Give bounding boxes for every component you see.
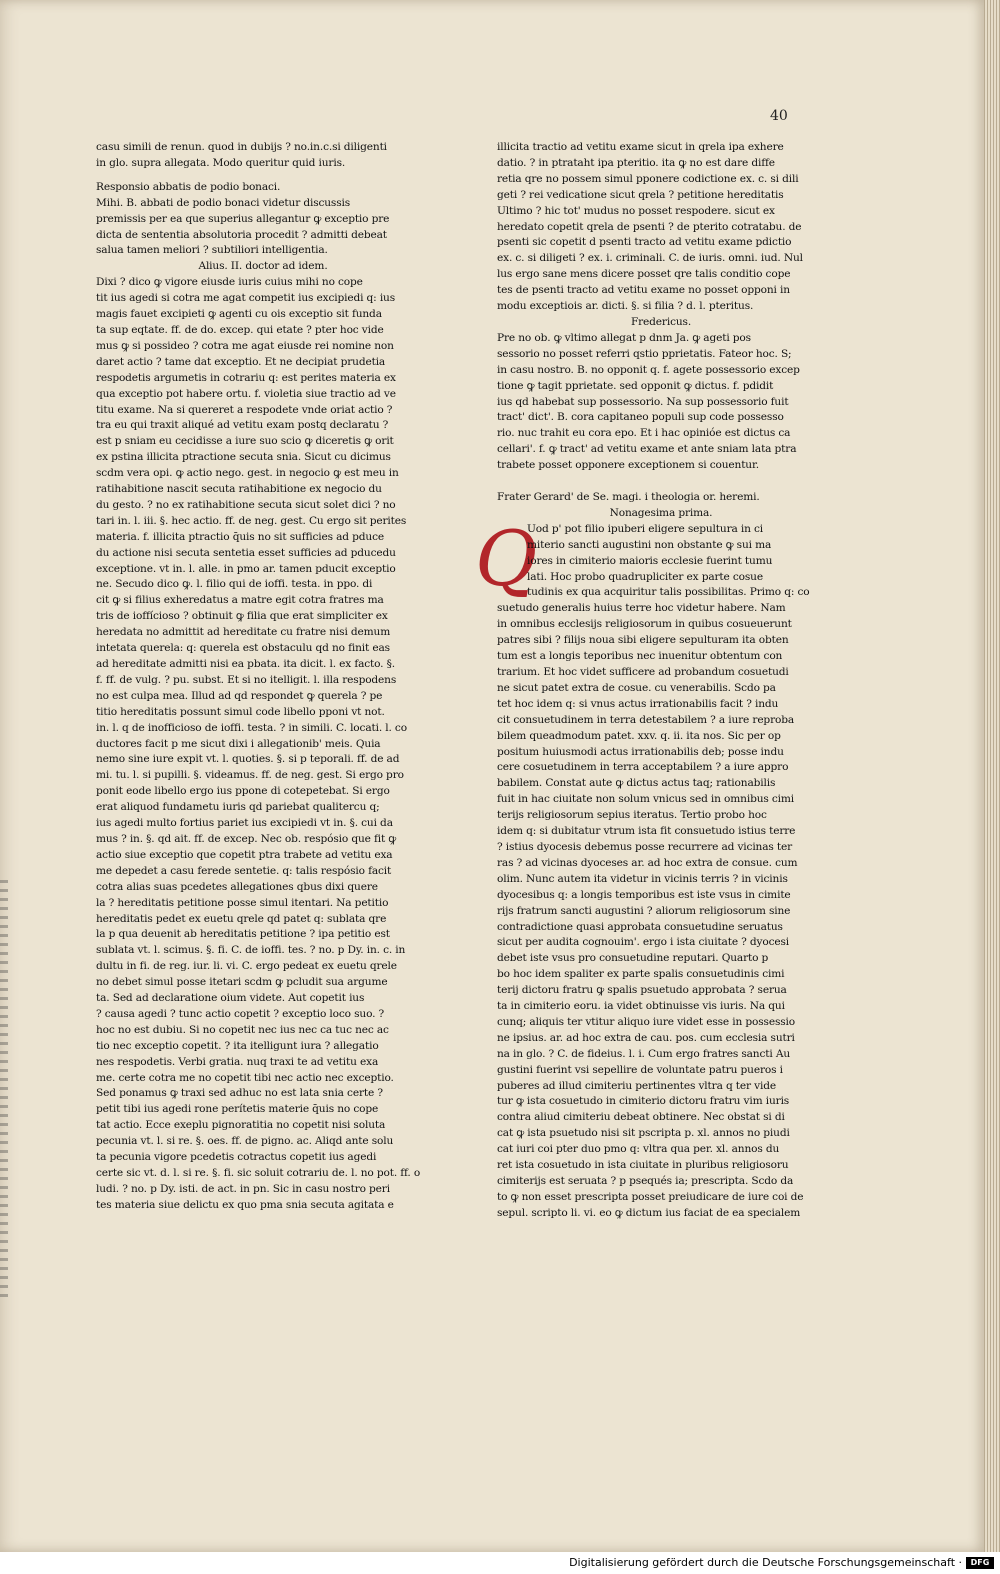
text-line: hereditatis pedet ex euetu qrele qd patet q: sublata qre: [96, 912, 387, 925]
text-line: Fredericus.: [630, 315, 692, 328]
text-line: babilem. Constat aute ꝙ dictus actus taq; rationabilis: [497, 777, 776, 790]
text-line: tet hoc idem q: si vnus actus irrationabilis facit ? indu: [497, 697, 779, 710]
text-line: Uod p' pot filio ipuberi eligere sepultura in ci: [527, 522, 764, 535]
text-line: heredato copetit qrela de psenti ? de pterito cotratabu. de: [497, 220, 802, 233]
text-line: no est culpa mea. Illud ad qd respondet ꝙ querela ? pe: [96, 689, 383, 702]
text-line: tat actio. Ecce exeplu pignoratitia no copetit nisi soluta: [96, 1119, 386, 1132]
text-line: gustini fuerint vsi sepellire de voluntate patru pueros i: [497, 1063, 783, 1076]
right-column-top-text: [497, 140, 825, 474]
text-line: geti ? rei vedicatione sicut qrela ? petitione hereditatis: [497, 188, 784, 201]
text-line: ta pecunia vigore pcedetis cotractus copetit ius agedi: [96, 1151, 377, 1164]
text-line: sicut per audita cognouim'. ergo i ista ciuitate ? dyocesi: [497, 936, 790, 949]
text-line: ret ista cosuetudo in ista ciuitate in pluribus religiosoru: [497, 1159, 789, 1172]
text-line: dultu in fi. de reg. iur. li. vi. C. ergo pedeat ex euetu qrele: [96, 960, 397, 973]
text-line: ta. Sed ad declaratione oium videte. Aut copetit ius: [96, 992, 365, 1005]
text-line: du actione nisi secuta sentetia esset sufficies ad pducedu: [96, 546, 396, 559]
text-line: scdm vera opi. ꝙ actio nego. gest. in negocio ꝙ est meu in: [96, 467, 399, 480]
text-line: tum est a longis teporibus nec inuenitur obtentum con: [497, 650, 783, 663]
text-line: tes materia siue delictu ex quo pma snia secuta agitata e: [96, 1198, 394, 1211]
text-line: lati. Hoc probo quadrupliciter ex parte cosue: [527, 570, 763, 583]
text-line: certe sic vt. d. l. si re. §. fi. sic soluit cotrariu de. l. no pot. ff. o: [96, 1167, 421, 1179]
text-line: tur ꝙ ista cosuetudo in cimiterio dictoru fratru vim iuris: [497, 1095, 790, 1108]
text-line: positum huiusmodi actus irrationabilis deb; posse indu: [497, 745, 784, 758]
text-line: cit ꝙ si filius exheredatus a matre egit cotra fratres ma: [96, 594, 384, 607]
text-line: ratihabitione nascit secuta ratihabitione ex negocio du: [96, 483, 382, 496]
text-line: daret actio ? tame dat exceptio. Et ne decipiat prudetia: [96, 355, 386, 368]
text-line: puberes ad illud cimiteriu pertinentes vltra q ter vide: [497, 1079, 776, 1092]
text-line: ne sicut patet extra de cosue. cu venerabilis. Scdo pa: [497, 681, 776, 694]
text-line: dicta de sententia absolutoria procedit ? admitti debeat: [96, 228, 387, 241]
text-line: Sed ponamus ꝙ traxi sed adhuc no est lata snia certe ?: [96, 1087, 383, 1100]
text-line: dyocesibus q: a longis temporibus est iste vsus in cimite: [497, 888, 791, 901]
footer-credit: Digitalisierung gefördert durch die Deutsche Forschungsgemeinschaft ·: [569, 1556, 962, 1569]
text-line: ponit eode libello ergo ius ppone di cotepetebat. Si ergo: [96, 785, 390, 798]
text-line: in. l. q de inofficioso de ioffi. testa. ? in simili. C. locati. l. co: [96, 721, 407, 734]
text-line: ta sup eqtate. ff. de do. excep. qui etate ? pter hoc vide: [96, 323, 384, 336]
text-line: Alius. II. doctor ad idem.: [198, 260, 328, 273]
text-line: bilem queadmodum patet. xxv. q. ii. ita nos. Sic per op: [497, 729, 781, 742]
text-line: pecunia vt. l. si re. §. oes. ff. de pigno. ac. Aliqd ante solu: [96, 1135, 394, 1148]
text-line: cellari'. f. ꝙ tract' ad vetitu exame et ante sniam lata ptra: [497, 443, 797, 456]
text-line: cunq; aliquis ter vtitur aliquo iure videt esse in possessio: [497, 1015, 795, 1028]
text-line: lus ergo sane mens dicere posset qre talis conditio cope: [497, 268, 791, 281]
text-line: cimiterijs est seruata ? p psequés ia; prescripta. Scdo da: [497, 1175, 794, 1187]
text-line: rio. nuc trahit eu cora epo. Et i hac opinióe est dictus ca: [497, 427, 791, 440]
text-line: ras ? ad vicinas dyoceses ar. ad hoc extra de consue. cum: [497, 856, 798, 869]
text-line: na in glo. ? C. de fideius. l. i. Cum ergo fratres sancti Au: [497, 1047, 790, 1060]
text-line: tes de psenti tracto ad vetitu exame no posset opponi in: [497, 284, 790, 297]
text-line: du gesto. ? no ex ratihabitione secuta sicut solet dici ? no: [96, 498, 396, 511]
text-line: tract' dict'. B. cora capitaneo populi sup code possesso: [497, 411, 784, 424]
text-line: ? istius dyocesis debemus posse recurrere ad vicinas ter: [497, 840, 793, 853]
text-line: tit ius agedi si cotra me agat competit ius excipiedi q: ius: [96, 292, 396, 305]
text-line: ludi. ? no. p Dy. isti. de act. in pn. Sic in casu nostro peri: [96, 1182, 390, 1195]
text-line: hoc no est dubiu. Si no copetit nec ius nec ca tuc nec ac: [96, 1023, 389, 1036]
text-line: Mihi. B. abbati de podio bonaci videtur discussis: [96, 196, 351, 209]
text-line: trabete posset opponere exceptionem si couentur.: [497, 459, 759, 472]
text-line: psenti sic copetit d psenti tracto ad vetitu exame pdictio: [497, 236, 792, 249]
text-line: datio. ? in ptrataht ipa pteritio. ita ꝙ no est dare diffe: [497, 156, 775, 169]
text-line: patres sibi ? filijs noua sibi eligere sepulturam ita obten: [497, 634, 789, 647]
text-line: miterio sancti augustini non obstante ꝙ sui ma: [527, 538, 772, 551]
text-line: no debet simul posse itetari scdm ꝙ pcludit sua argume: [96, 976, 388, 989]
text-line: ne ipsius. ar. ad hoc extra de cau. pos. cum ecclesia sutri: [497, 1031, 795, 1044]
text-line: titu exame. Na si quereret a respodete vnde oriat actio ?: [96, 403, 393, 416]
text-line: qua exceptio pot habere ortu. f. violetia siue tractio ad ve: [96, 387, 396, 400]
text-line: terijs religiosorum sepius iteratus. Tertio probo hoc: [497, 809, 767, 822]
text-line: sublata vt. l. scimus. §. fi. C. de ioffi. tes. ? no. p Dy. in. c. in: [96, 944, 406, 957]
text-line: rijs fratrum sancti augustini ? aliorum religiosorum sine: [497, 904, 791, 917]
text-line: in omnibus ecclesijs religiosorum in quibus cosueuerunt: [497, 618, 792, 631]
text-line: premissis per ea que superius allegantur ꝙ exceptio pre: [96, 212, 390, 225]
text-line: ius qd habebat sup possessorio. Na sup possessorio fuit: [497, 395, 789, 408]
text-line: intetata querela: q: querela est obstaculu qd no finit eas: [96, 642, 390, 655]
digitization-footer: [0, 1552, 1000, 1574]
text-line: titio hereditatis possunt simul code libello pponi vt not.: [96, 705, 385, 718]
text-line: nes respodetis. Verbi gratia. nuq traxi te ad vetitu exa: [96, 1055, 379, 1068]
text-line: in glo. supra allegata. Modo queritur quid iuris.: [96, 156, 346, 169]
right-text-column: [475, 140, 825, 1222]
text-line: tione ꝙ tagit pprietate. sed opponit ꝙ dictus. f. pdidit: [497, 379, 774, 392]
text-line: mus ꝙ si possideo ? cotra me agat eiusde rei nomine non: [96, 339, 394, 352]
text-line: ? causa agedi ? tunc actio copetit ? exceptio loco suo. ?: [96, 1007, 385, 1020]
text-line: mi. tu. l. si pupilli. §. videamus. ff. de neg. gest. Si ergo pro: [96, 769, 404, 782]
text-line: tio nec exceptio copetit. ? ita itelligunt iura ? allegatio: [96, 1039, 379, 1052]
text-line: tra eu qui traxit aliqué ad vetitu exam postq declaratu ?: [96, 419, 389, 432]
text-line: ta in cimiterio eoru. ia videt obtinuisse vis iuris. Na qui: [497, 1000, 785, 1013]
text-line: me depedet a casu ferede sentetie. q: talis respósio facit: [96, 864, 392, 877]
text-line: bo hoc idem spaliter ex parte spalis consuetudinis cimi: [497, 968, 785, 981]
text-line: ne. Secudo dico ꝙ. l. filio qui de ioffi. testa. in ppo. di: [96, 578, 373, 591]
text-line: salua tamen meliori ? subtiliori intelligentia.: [96, 244, 328, 257]
text-line: me. certe cotra me no copetit tibi nec actio nec exceptio.: [96, 1071, 394, 1084]
text-line: fuit in hac ciuitate non solum vnicus sed in omnibus cimi: [497, 793, 795, 806]
text-line: modu exceptiois ar. dicti. §. si filia ? d. l. pteritus.: [497, 300, 754, 313]
text-line: suetudo generalis huius terre hoc videtur habere. Nam: [497, 602, 786, 615]
text-line: actio siue exceptio que copetit ptra trabete ad vetitu exa: [96, 848, 393, 861]
text-line: ex. c. si diligeti ? ex. i. criminali. C. de iuris. omni. iud. Nul: [497, 252, 803, 265]
text-line: cere cosuetudinem in terra acceptabilem ? a iure appro: [497, 761, 789, 774]
text-line: tari in. l. iii. §. hec actio. ff. de neg. gest. Cu ergo sit perites: [96, 514, 407, 527]
text-line: mus ? in. §. qd ait. ff. de excep. Nec ob. respósio que fit ꝙ: [96, 832, 397, 845]
text-line: respodetis argumetis in cotrariu q: est perites materia ex: [96, 371, 396, 384]
text-line: iores in cimiterio maioris ecclesie fuerint tumu: [527, 554, 773, 567]
text-line: olim. Nunc autem ita videtur in vicinis terris ? in vicinis: [497, 872, 788, 885]
text-line: contradictione quasi approbata consuetudine seruatus: [497, 920, 783, 933]
text-line: est p sniam eu cecidisse a iure suo scio ꝙ diceretis ꝙ orit: [96, 435, 394, 448]
red-initial-letter: Q: [475, 513, 538, 603]
text-line: debet iste vsus pro consuetudine reputari. Quarto p: [497, 952, 769, 965]
text-line: terij dictoru fratru ꝙ spalis psuetudo approbata ? serua: [497, 984, 787, 997]
text-line: to ꝙ non esset prescripta posset preiudicare de iure coi de: [497, 1190, 804, 1203]
text-line: Responsio abbatis de podio bonaci.: [96, 180, 281, 193]
text-line: ius agedi multo fortius pariet ius excipiedi vt in. §. cui da: [96, 817, 393, 830]
text-line: f. ff. de vulg. ? pu. subst. Et si no itelligit. l. illa respodens: [96, 673, 397, 686]
text-line: petit tibi ius agedi rone perítetis materie q̄uis no cope: [96, 1103, 379, 1116]
text-line: sepul. scripto li. vi. eo ꝙ dictum ius faciat de ea specialem: [497, 1206, 801, 1219]
page-edge: [984, 0, 1000, 1552]
text-line: ductores facit p me sicut dixi i allegationib' meis. Quia: [96, 737, 381, 750]
text-line: illicita tractio ad vetitu exame sicut in qrela ipa exhere: [497, 141, 784, 153]
text-line: [96, 172, 430, 180]
text-line: tris de ioffícioso ? obtinuit ꝙ filia que erat simpliciter ex: [96, 610, 388, 623]
text-line: Dixi ? dico ꝙ vigore eiusde iuris cuius mihi no cope: [96, 276, 363, 289]
text-line: ad hereditate admitti nisi ea pbata. ita dicit. l. ex facto. §.: [96, 658, 395, 670]
text-line: erat aliquod fundametu iuris qd pariebat qualitercu q;: [96, 801, 380, 814]
text-line: cit consuetudinem in terra detestabilem ? a iure reproba: [497, 713, 795, 726]
text-line: heredata no admittit ad hereditate cu fratre nisi demum: [96, 626, 391, 639]
text-line: in casu nostro. B. no opponit q. f. agete possessorio excep: [497, 363, 800, 376]
text-line: cat iuri coi pter duo pmo q: vltra qua per. xl. annos du: [497, 1143, 780, 1156]
text-line: magis fauet excipieti ꝙ agenti cu ois exceptio sit funda: [96, 308, 382, 321]
dfg-logo: DFG: [966, 1557, 994, 1569]
text-line: Pre no ob. ꝙ vltimo allegat p dnm Ja. ꝙ ageti pos: [497, 331, 751, 344]
text-line: retia qre no possem simul pponere codictione ex. c. si dili: [497, 172, 799, 185]
text-line: sessorio no posset referri qstio pprietatis. Fateor hoc. S;: [497, 347, 792, 360]
text-line: contra aliud cimiteriu debeat obtinere. Nec obstat si di: [497, 1111, 785, 1124]
folio-number: 40: [770, 108, 788, 124]
section-subheading: Nonagesima prima.: [609, 506, 713, 519]
text-line: exceptione. vt in. l. alle. in pmo ar. tamen pducit exceptio: [96, 562, 396, 575]
text-line: ex pstina illicita ptractione secuta snia. Sicut cu dicimus: [96, 451, 391, 464]
left-text-column: [96, 140, 430, 1214]
right-column-bottom-text: [497, 522, 825, 1222]
text-line: nemo sine iure expit vt. l. quoties. §. si p teporali. ff. de ad: [96, 753, 400, 766]
binding-marks: [0, 880, 8, 1300]
text-line: Ultimo ? hic tot' mudus no posset respodere. sicut ex: [497, 204, 775, 217]
text-line: trarium. Et hoc videt sufficere ad probandum cosuetudi: [497, 666, 789, 678]
text-line: cotra alias suas pcedetes allegationes qbus dixi quere: [96, 880, 378, 893]
text-line: cat ꝙ ista psuetudo nisi sit pscripta p. xl. annos no piudi: [497, 1127, 790, 1140]
text-line: la p qua deuenit ab hereditatis petitione ? ipa petitio est: [96, 928, 390, 941]
section-heading: Frater Gerard' de Se. magi. i theologia or. heremi.: [497, 491, 760, 504]
text-line: casu simili de renun. quod in dubijs ? no.in.c.si diligenti: [96, 141, 387, 153]
text-line: idem q: si dubitatur vtrum ista fit consuetudo istius terre: [497, 825, 796, 838]
text-line: tudinis ex qua acquiritur talis possibilitas. Primo q: co: [527, 586, 810, 599]
text-line: materia. f. illicita ptractio q̄uis no sit sufficies ad pduce: [96, 530, 384, 543]
text-line: la ? hereditatis petitione posse simul itentari. Na petitio: [96, 896, 389, 909]
